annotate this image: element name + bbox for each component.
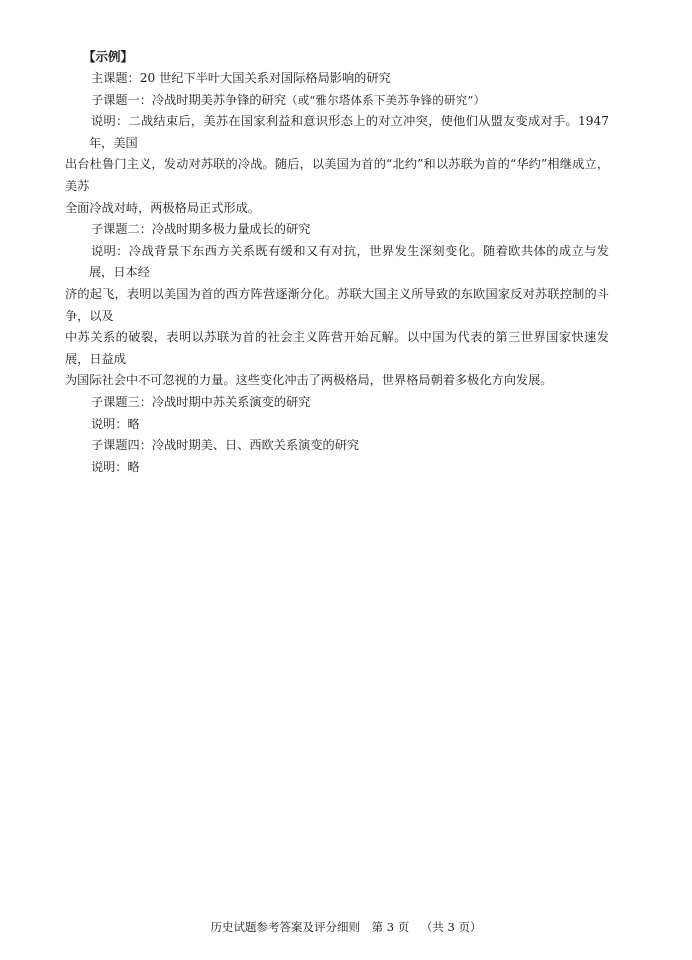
subtopic-2-note-line-4: 为国际社会中不可忽视的力量。这些变化冲击了两极格局，世界格局朝着多极化方向发展。 [65,373,553,388]
footer-page-number: 第 3 页 [371,920,410,934]
subtopic-3-title: 子课题三：冷战时期中苏关系演变的研究 [91,394,311,409]
subtopic-1-title [89,90,609,112]
subtopic-1-alt-title: （或“雅尔塔体系下美苏争锋的研究”） [286,92,486,107]
document-body [65,46,609,478]
subtopic-4-note: 说明：略 [91,459,140,474]
subtopic-2-note-line-1: 说明：冷战背景下东西方关系既有缓和又有对抗，世界发生深刻变化。随着欧共体的成立与发展，日本经 [89,243,609,280]
subtopic-4-title: 子课题四：冷战时期美、日、西欧关系演变的研究 [91,438,360,453]
subtopic-2-note-line-2: 济的起飞，表明以美国为首的西方阵营逐渐分化。苏联大国主义所导致的东欧国家反对苏联控制的斗争，以及 [65,286,609,323]
example-heading: 【示例】 [83,49,134,64]
footer-doc-title: 历史试题参考答案及评分细则 [210,920,360,934]
subtopic-1-note-line-3: 全面冷战对峙，两极格局正式形成。 [65,200,260,215]
footer-page-total: （共 3 页） [420,920,482,934]
subtopic-2-title: 子课题二：冷战时期多极力量成长的研究 [91,222,311,237]
subtopic-2-note [65,241,609,392]
subtopic-3-note: 说明：略 [91,416,140,431]
subtopic-2-note-line-3: 中苏关系的破裂，表明以苏联为首的社会主义阵营开始瓦解。以中国为代表的第三世界国家快速发展，日益成 [65,330,609,366]
main-topic: 主课题：20 世纪下半叶大国关系对国际格局影响的研究 [91,71,391,85]
subtopic-1-note-line-2: 出台杜鲁门主义，发动对苏联的冷战。随后，以美国为首的“北约”和以苏联为首的“华约”相继成立，美苏 [65,157,609,193]
subtopic-1-note-line-1: 说明：二战结束后，美苏在国家利益和意识形态上的对立冲突，使他们从盟友变成对手。1947 年，美国 [89,114,609,150]
subtopic-1-title-text: 子课题一：冷战时期美苏争锋的研究 [91,92,286,107]
page-footer [0,919,692,935]
subtopic-1-note [65,111,609,219]
